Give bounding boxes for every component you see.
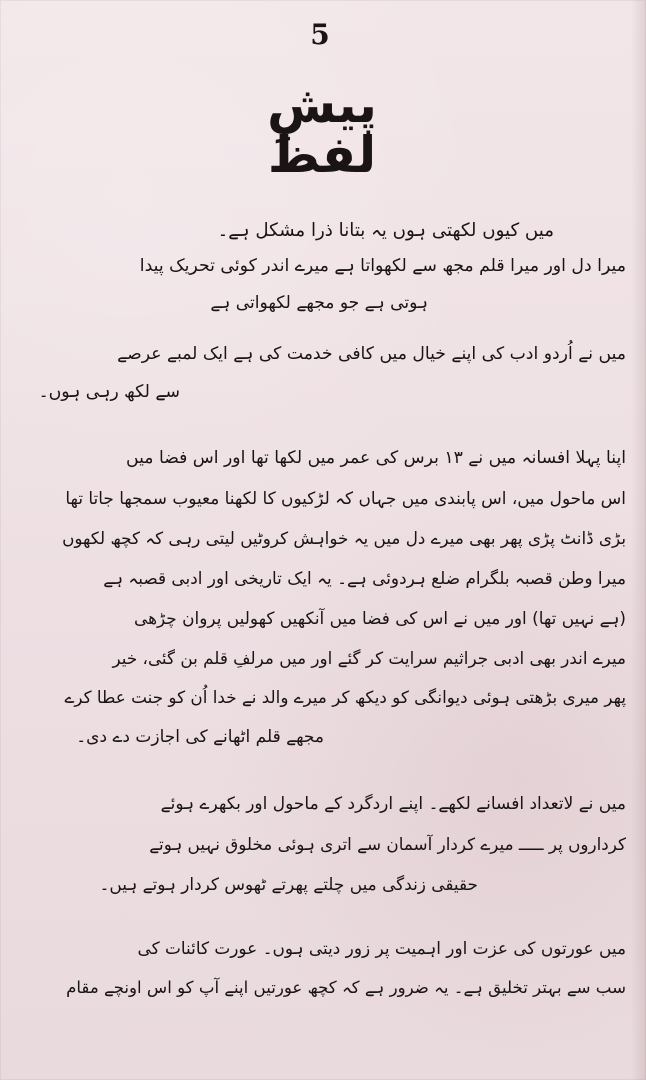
text-line-16: حقیقی زندگی میں چلتے پھرتے ٹھوس کردار ہوتے ہیں۔ <box>99 874 478 894</box>
text-line-1: میں کیوں لکھتی ہوں یہ بتانا ذرا مشکل ہے۔ <box>217 220 554 241</box>
text-line-13: مجھے قلم اٹھانے کی اجازت دے دی۔ <box>76 727 324 747</box>
page-edge-shadow <box>631 0 646 1080</box>
text-line-9: میرا وطن قصبہ بلگرام ضلع ہردوئی ہے۔ یہ ایک تاریخی اور ادبی قصبہ ہے <box>103 568 626 588</box>
text-line-15: کرداروں پر ـــــ میرے کردار آسمان سے اتری ہوئی مخلوق نہیں ہوتے <box>149 834 626 854</box>
body-text <box>36 220 626 1062</box>
text-line-18: سب سے بہتر تخلیق ہے۔ یہ ضرور ہے کہ کچھ عورتیں اپنے آپ کو اس اونچے مقام <box>66 978 626 997</box>
text-line-4: میں نے اُردو ادب کی اپنے خیال میں کافی خدمت کی ہے ایک لمبے عرصے <box>117 344 626 364</box>
text-line-6: اپنا پہلا افسانہ میں نے ۱۳ برس کی عمر میں لکھا تھا اور اس فضا میں <box>126 448 626 468</box>
page-number: 5 <box>310 18 330 51</box>
text-line-5: سے لکھ رہی ہوں۔ <box>38 382 180 402</box>
text-line-3: ہوتی ہے جو مجھے لکھواتی ہے <box>210 293 428 313</box>
text-line-2: میرا دل اور میرا قلم مجھ سے لکھواتا ہے میرے اندر کوئی تحریک پیدا <box>139 256 626 276</box>
text-line-14: میں نے لاتعداد افسانے لکھے۔ اپنے اردگرد کے ماحول اور بکھرے ہوئے <box>160 794 626 814</box>
text-line-10: (ہے نہیں تھا) اور میں نے اس کی فضا میں آنکھیں کھولیں پروان چڑھی <box>134 608 626 628</box>
page-title: پیشِ لفظ <box>267 76 377 184</box>
text-line-11: میرے اندر بھی ادبی جراثیم سرایت کر گئے اور میں مرلفِ قلم بن گئی، خیر <box>112 648 626 668</box>
text-line-8: بڑی ڈانٹ پڑی پھر بھی میرے دل میں یہ خواہش کروٹیں لیتی رہی کہ کچھ لکھوں <box>62 528 626 548</box>
text-line-17: میں عورتوں کی عزت اور اہمیت پر زور دیتی ہوں۔ عورت کائنات کی <box>137 938 626 958</box>
text-line-7: اس ماحول میں، اس پابندی میں جہاں کہ لڑکیوں کا لکھنا معیوب سمجھا جاتا تھا <box>65 488 626 508</box>
text-line-12: پھر میری بڑھتی ہوئی دیوانگی کو دیکھ کر میرے والد نے خدا اُن کو جنت عطا کرے <box>64 687 626 707</box>
